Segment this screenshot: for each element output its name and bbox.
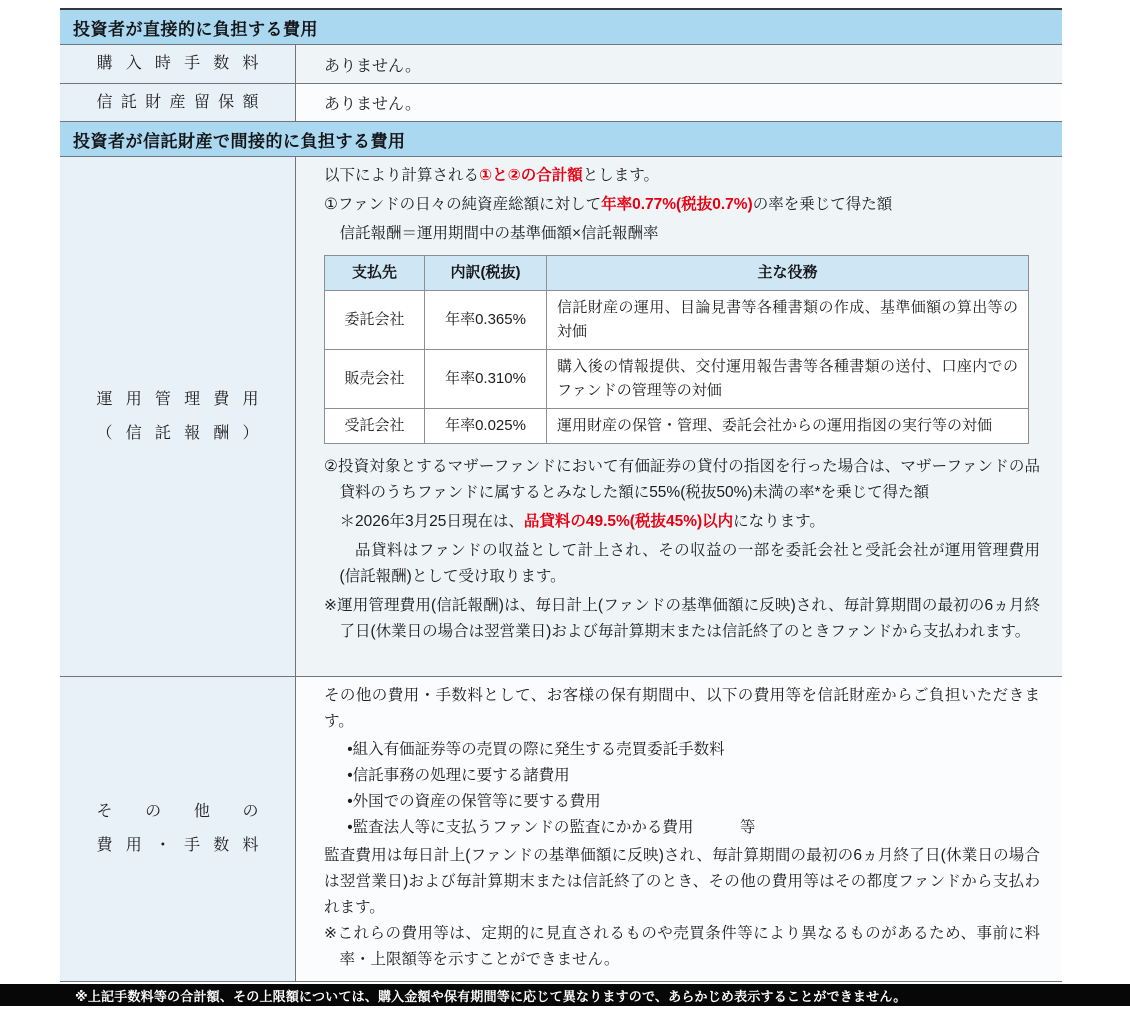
fee-value-cell [296, 84, 1062, 121]
rate-cell: 年率0.025% [425, 409, 547, 444]
fee-value: ありません。 [324, 96, 421, 113]
star-note-post: になります。 [733, 513, 825, 530]
payee-cell: 販売会社 [325, 350, 425, 409]
footer-note-text: ※上記手数料等の合計額、その上限額については、購入金額や保有期間等に応じて異なりますので、あらかじめ表示することができません。 [75, 988, 907, 1004]
other-fees-bullet-list [324, 737, 1040, 841]
intro-red-highlight: ①と②の合計額 [479, 167, 583, 184]
fee-value-cell [296, 45, 1062, 83]
item2-paragraph: ②投資対象とするマザーファンドにおいて有価証券の貸付の指図を行った場合は、マザーファンドの品貸料のうちファンドに属するとみなした額に55%(税抜50%)未満の率*を乗じて得た額 [324, 458, 1040, 501]
trust-fee-formula: 信託報酬＝運用期間中の基準価額×信託報酬率 [339, 225, 659, 242]
role-cell: 購入後の情報提供、交付運用報告書等各種書類の送付、口座内でのファンドの管理等の対価 [547, 350, 1029, 409]
fee-label-cell [60, 45, 296, 83]
fee-breakdown-header-row [325, 256, 1029, 291]
row-retention-amount [60, 84, 1062, 122]
col-header-rate: 内訳(税抜) [425, 256, 547, 291]
section-title: 投資者が信託財産で間接的に負担する費用 [73, 131, 406, 151]
fee-label-cell [60, 157, 296, 676]
calc-intro-line [324, 163, 1040, 189]
section-header-indirect-fees [60, 122, 1062, 157]
col-header-role: 主な役務 [547, 256, 1029, 291]
list-item: •監査法人等に支払うファンドの監査にかかる費用 等 [347, 819, 756, 836]
row-management-fee [60, 157, 1062, 677]
table-row [325, 409, 1029, 444]
fee-label-line1: その他の [96, 803, 259, 820]
payee-cell: 受託会社 [325, 409, 425, 444]
fee-label-line2: （信託報酬） [96, 424, 259, 442]
rate-cell: 年率0.310% [425, 350, 547, 409]
list-item: •信託事務の処理に要する諸費用 [347, 767, 570, 784]
rate-cell: 年率0.365% [425, 291, 547, 350]
intro-text-pre: 以下により計算される [324, 167, 480, 184]
item1-line [324, 192, 1040, 218]
fee-label-cell [60, 677, 296, 981]
star-note-red-highlight: 品貸料の49.5%(税抜45%)以内 [523, 513, 734, 530]
star-sub-note: 品貸料はファンドの収益として計上され、その収益の一部を委託会社と受託会社が運用管理費用(信託報酬)として受け取ります。 [339, 542, 1040, 585]
fee-value: ありません。 [324, 57, 421, 75]
footer-note-bar [0, 984, 1130, 1006]
item1-rate-highlight: 年率0.77%(税抜0.7%) [601, 196, 753, 213]
fee-label-cell [60, 84, 296, 121]
intro-text-post: とします。 [582, 167, 660, 184]
row-other-fees [60, 677, 1062, 982]
star-note-line [340, 509, 1041, 535]
other-fees-intro: その他の費用・手数料として、お客様の保有期間中、以下の費用等を信託財産からご負担いただきます。 [324, 687, 1040, 730]
item1-text-pre: ①ファンドの日々の純資産総額に対して [324, 196, 602, 213]
table-row [325, 291, 1029, 350]
section-header-direct-fees [60, 10, 1062, 45]
row-purchase-fee [60, 45, 1062, 84]
table-row [325, 350, 1029, 409]
list-item: •外国での資産の保管等に要する費用 [347, 793, 601, 810]
item1-text-post: の率を乗じて得た額 [752, 196, 893, 213]
fee-value-cell [296, 677, 1062, 981]
fee-label: 購入時手数料 [96, 55, 259, 72]
section-title: 投資者が直接的に負担する費用 [73, 19, 318, 39]
management-fee-kome-note: ※運用管理費用(信託報酬)は、毎日計上(ファンドの基準価額に反映)され、毎計算期間の最初の6ヵ月終了日(休業日の場合は翌営業日)および毎計算期末または信託終了のときファンドから支払われます。 [324, 597, 1040, 640]
audit-fee-note: 監査費用は毎日計上(ファンドの基準価額に反映)され、毎計算期間の最初の6ヵ月終了日(休業日の場合は翌営業日)および毎計算期末または信託終了のとき、その他の費用等はその都度ファンドから支払われます。 [324, 847, 1040, 916]
fee-label-line1: 運用管理費用 [96, 390, 259, 408]
payee-cell: 委託会社 [325, 291, 425, 350]
other-fees-kome-note: ※これらの費用等は、定期的に見直されるものや売買条件等により異なるものがあるため、事前に料率・上限額等を示すことができません。 [324, 925, 1040, 968]
star-note-pre: ＊2026年3月25日現在は、 [339, 513, 524, 530]
fee-value-cell [296, 157, 1062, 676]
fee-breakdown-table [324, 255, 1029, 444]
list-item: •組入有価証券等の売買の際に発生する売買委託手数料 [347, 741, 725, 758]
fee-label-line2: 費用・手数料 [96, 837, 259, 854]
role-cell: 運用財産の保管・管理、委託会社からの運用指図の実行等の対価 [547, 409, 1029, 444]
fee-disclosure-table [60, 8, 1062, 982]
fee-label: 信託財産留保額 [96, 93, 259, 111]
role-cell: 信託財産の運用、目論見書等各種書類の作成、基準価額の算出等の対価 [547, 291, 1029, 350]
col-header-payee: 支払先 [325, 256, 425, 291]
